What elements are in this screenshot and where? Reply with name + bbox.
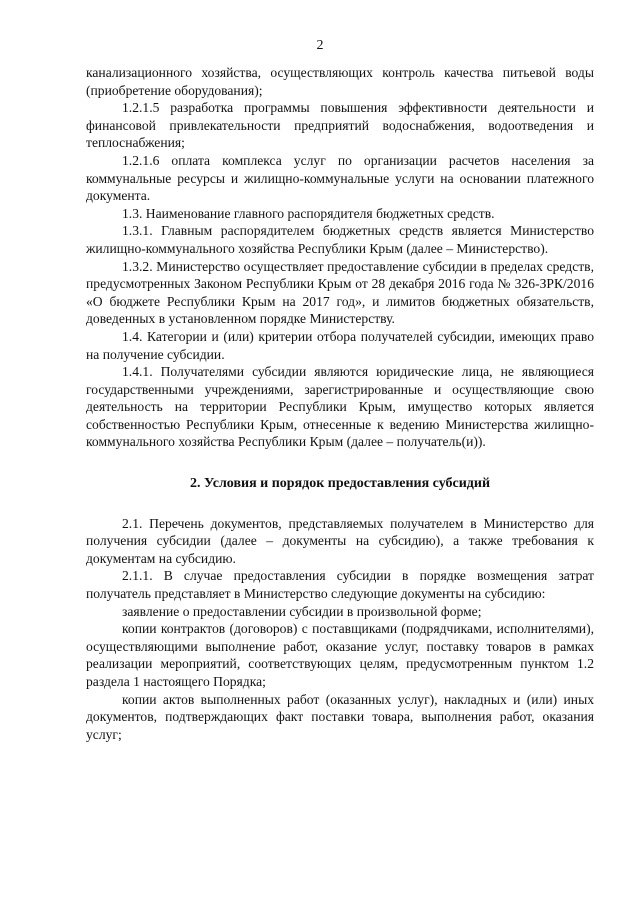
paragraphs-after-section xyxy=(86,515,594,744)
paragraph: 1.2.1.6 оплата комплекса услуг по организации расчетов населения за коммунальные ресурсы и жилищно-коммунальные услуги на основании платежного документа. xyxy=(86,152,594,204)
paragraph: 1.4.1. Получателями субсидии являются юридические лица, не являющиеся государственными учреждениями, зарегистрированные и осуществляющие свою деятельность на территории Республики Крым, имущество которых является собственностью Республики Крым, отнесенные к ведению Министерства жилищно-коммунального хозяйства Республики Крым (далее – получатель(и)). xyxy=(86,364,594,450)
paragraph: 2.1.1. В случае предоставления субсидии в порядке возмещения затрат получатель представляет в Министерство следующие документы на субсидию: xyxy=(86,568,594,602)
document-body xyxy=(86,64,594,743)
paragraph: 1.3.2. Министерство осуществляет предоставление субсидии в пределах средств, предусмотренных Законом Республики Крым от 28 декабря 2016 года № 326-ЗРК/2016 «О бюджете Республики Крым на 2017 год», и лимитов бюджетных обязательств, доведенных в установленном порядке Министерству. xyxy=(86,258,594,327)
page-number: 2 xyxy=(316,38,324,53)
paragraph: заявление о предоставлении субсидии в произвольной форме; xyxy=(122,603,482,619)
paragraph: 1.3.1. Главным распорядителем бюджетных средств является Министерство жилищно-коммунального хозяйства Республики Крым (далее – Министерство). xyxy=(86,223,594,256)
section-heading: 2. Условия и порядок предоставления субсидий xyxy=(189,476,491,492)
paragraph: канализационного хозяйства, осуществляющих контроль качества питьевой воды (приобретение оборудования); xyxy=(86,65,594,98)
paragraph: 1.2.1.5 разработка программы повышения эффективности деятельности и финансовой привлекательности предприятий водоснабжения, водоотведения и теплоснабжения; xyxy=(86,100,594,151)
paragraphs-before-section xyxy=(86,64,594,451)
paragraph: копии контрактов (договоров) с поставщиками (подрядчиками, исполнителями), осуществляющими выполнение работ, оказание услуг, поставку товаров в рамках реализации мероприятий, соответствующих целям, предусмотренным пунктом 1.2 раздела 1 настоящего Порядка; xyxy=(86,621,594,689)
paragraph: 1.3. Наименование главного распорядителя бюджетных средств. xyxy=(122,205,495,221)
paragraph: копии актов выполненных работ (оказанных услуг), накладных и (или) иных документов, подтверждающих факт поставки товара, выполнения работ, оказания услуг; xyxy=(86,691,594,742)
paragraph: 1.4. Категории и (или) критерии отбора получателей субсидии, имеющих право на получение субсидии. xyxy=(86,328,594,362)
paragraph: 2.1. Перечень документов, представляемых получателем в Министерство для получения субсидии (далее – документы на субсидию), а также требования к документам на субсидию. xyxy=(86,515,594,566)
